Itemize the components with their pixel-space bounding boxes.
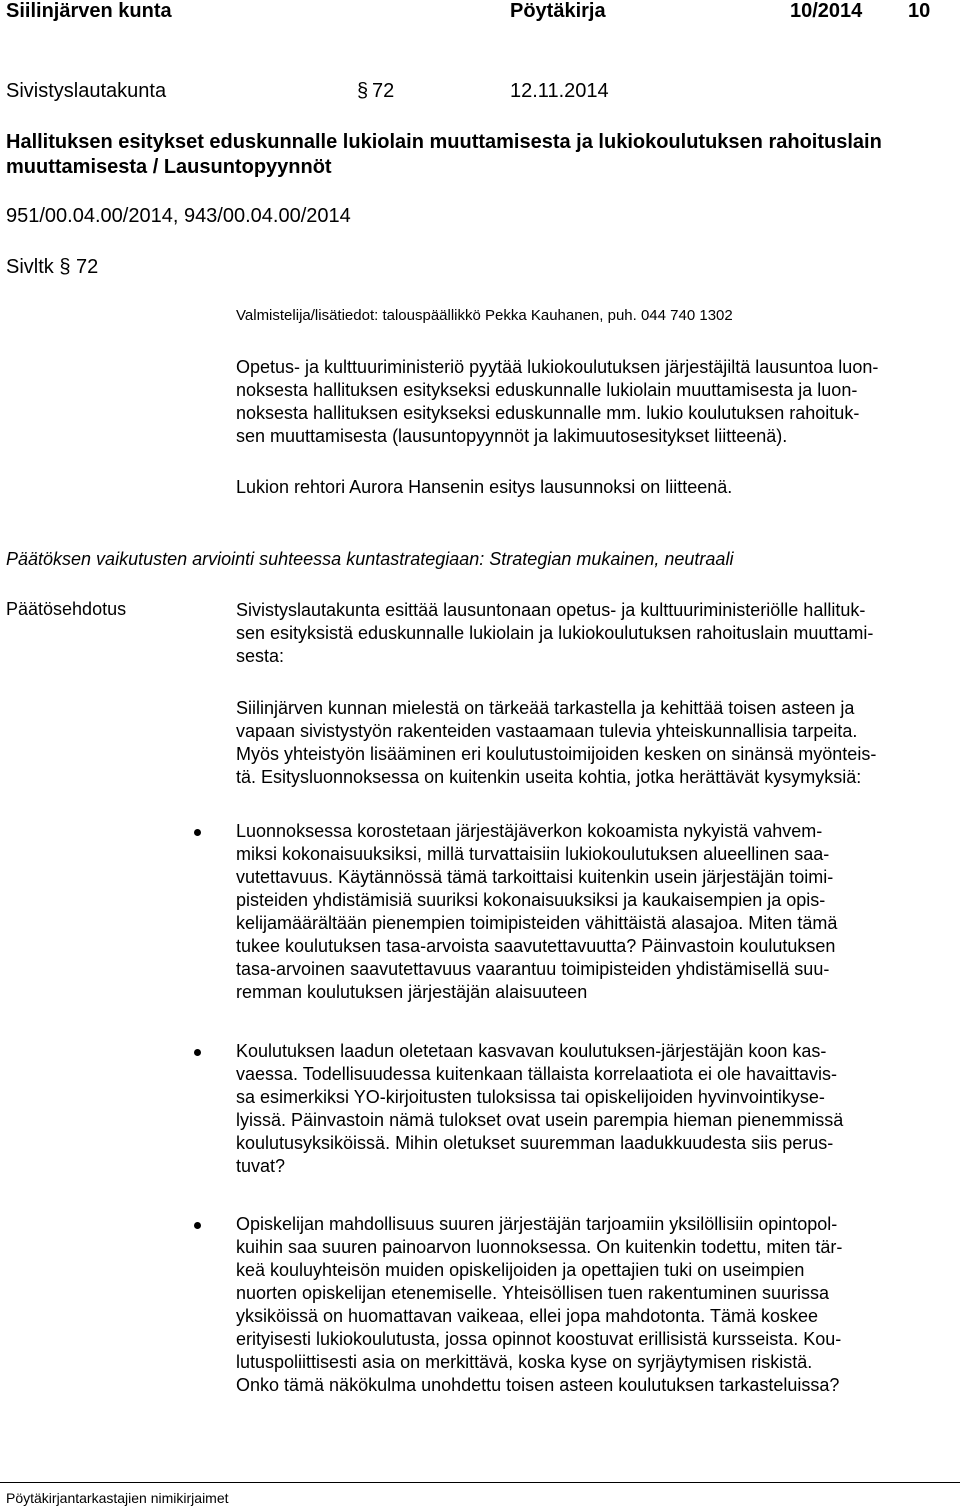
list-item-line: Opiskelijan mahdollisuus suuren järjestäjän tarjoamiin yksilöllisiin opintopol- [236, 1214, 838, 1234]
list-item-line: miksi kokonaisuuksiksi, millä turvattaisiin lukiokoulutuksen alueellinen saa- [236, 844, 830, 864]
document-type: Pöytäkirja [510, 0, 606, 22]
municipality-name: Siilinjärven kunta [6, 0, 172, 22]
list-item-line: pisteiden yhdistämisiä suuriksi kokonaisuuksiksi ja kaukaisempien ja opis- [236, 890, 826, 910]
opinion-line: tä. Esitysluonnoksessa on kuitenkin useita kohtia, jotka herättävät kysymyksiä: [236, 767, 862, 787]
proposal-label: Päätösehdotus [6, 599, 127, 619]
list-item-line: vaessa. Todellisuudessa kuitenkaan tällaista korrelaatiota ei ole havaittavis- [236, 1064, 838, 1084]
proposal-line: Sivistyslautakunta esittää lausuntonaan opetus- ja kulttuuriministeriölle hallituk- [236, 600, 866, 620]
board-name: Sivistyslautakunta [6, 80, 167, 102]
intro-line: Opetus- ja kulttuuriministeriö pyytää lukiokoulutuksen järjestäjiltä lausuntoa luon- [236, 357, 879, 377]
footer-divider [0, 1482, 960, 1483]
list-item-line: remman koulutuksen järjestäjän alaisuuteen [236, 982, 588, 1002]
list-item-line: tukee koulutuksen tasa-arvoista saavutettavuutta? Päinvastoin koulutuksen [236, 936, 836, 956]
sivltk-number: 72 [76, 256, 99, 278]
list-item-line: tuvat? [236, 1156, 286, 1176]
section-number: 72 [372, 80, 395, 102]
opinion-line: vapaan sivistystyön rakenteiden vastaamaan tulevia yhteiskunnallisia tarpeita. [236, 721, 858, 741]
list-item-line: Onko tämä näkökulma unohdettu toisen asteen koulutuksen tarkasteluissa? [236, 1375, 840, 1395]
opinion-line: Myös yhteistyön lisääminen eri koulutustoimijoiden kesken on sinänsä myönteis- [236, 744, 877, 764]
impact-evaluation: Päätöksen vaikutusten arviointi suhteessa kuntastrategiaan: Strategian mukainen, neutraali [6, 549, 734, 569]
list-item-line: kuihin saa suuren painoarvon luonnoksessa. On kuitenkin todettu, miten tär- [236, 1237, 843, 1257]
list-item-line: nuorten opiskelijan etenemiselle. Yhteisöllisen tuen rakentuminen suurissa [236, 1283, 830, 1303]
list-item-line: lutuspoliittisesti asia on merkittävä, koska kyse on syrjäytymisen riskistä. [236, 1352, 813, 1372]
list-item-line: sa esimerkiksi YO-kirjoitusten tuloksissa tai opiskelijoiden hyvinvointikyse- [236, 1087, 825, 1107]
intro-line: sen muuttamisesta (lausuntopyynnöt ja lakimuutosesitykset liitteenä). [236, 426, 788, 446]
list-item-line: koulutusyksiköissä. Mihin oletukset suuremman laadukkuudesta siis perus- [236, 1133, 834, 1153]
rector-statement: Lukion rehtori Aurora Hansenin esitys lausunnoksi on liitteenä. [236, 477, 733, 497]
list-item-line: lyissä. Päinvastoin nämä tulokset ovat usein parempia hieman pienemmissä [236, 1110, 844, 1130]
intro-line: noksesta hallituksen esitykseksi eduskunnalle lukiolain muuttamisesta ja luon- [236, 380, 858, 400]
bullet-icon [194, 1222, 201, 1229]
intro-line: noksesta hallituksen esitykseksi eduskunnalle mm. lukio koulutuksen rahoituk- [236, 403, 860, 423]
preparer-info: Valmistelija/lisätiedot: talouspäällikkö Pekka Kauhanen, puh. 044 740 1302 [236, 307, 733, 324]
list-item-line: yksiköissä on huomattavan vaikeaa, ellei jopa mahdotonta. Tämä koskee [236, 1306, 819, 1326]
list-item-line: keä kouluyhteisön muiden opiskelijoiden ja opettajien tuki on useimpien [236, 1260, 805, 1280]
list-item-line: vutettavuus. Käytännössä tämä tarkoittaisi kuitenkin usein järjestäjän toimi- [236, 867, 834, 887]
document-number: 10/2014 [790, 0, 863, 22]
meeting-date: 12.11.2014 [510, 80, 609, 102]
record-reference: 951/00.04.00/2014, 943/00.04.00/2014 [6, 205, 351, 227]
sivltk-section-sign: § [59, 256, 71, 278]
sivltk-section [6, 256, 98, 279]
list-item-line: Koulutuksen laadun oletetaan kasvavan koulutuksen-järjestäjän koon kas- [236, 1041, 827, 1061]
footer-initials-label: Pöytäkirjantarkastajien nimikirjaimet [6, 1490, 229, 1506]
sivltk-label: Sivltk [6, 256, 54, 278]
list-item-line: kelijamäärältään pienempien toimipisteiden vähittäistä alasajoa. Miten tämä [236, 913, 838, 933]
list-item-line: tasa-arvoinen saavutettavuus vaarantuu toimipisteiden yhdistämisellä suu- [236, 959, 830, 979]
opinion-line: Siilinjärven kunnan mielestä on tärkeää tarkastella ja kehittää toisen asteen ja [236, 698, 855, 718]
list-item-line: erityisesti lukiokoulutusta, jossa opinnot koostuvat erillisistä kursseista. Kou- [236, 1329, 842, 1349]
page-number: 10 [908, 0, 931, 22]
section-sign: § [357, 80, 369, 102]
proposal-line: sen esityksistä eduskunnalle lukiolain ja lukiokoulutuksen rahoituslain muuttami- [236, 623, 874, 643]
bullet-icon [194, 1049, 201, 1056]
proposal-paragraph [236, 599, 960, 668]
item-title-line-1: Hallituksen esitykset eduskunnalle lukiolain muuttamisesta ja lukiokoulutuksen rahoituslain [6, 131, 882, 153]
bullet-icon [194, 829, 201, 836]
item-title-line-2: muuttamisesta / Lausuntopyynnöt [6, 156, 332, 178]
intro-paragraph [236, 356, 960, 448]
opinion-paragraph [236, 697, 960, 789]
list-item-line: Luonnoksessa korostetaan järjestäjäverkon kokoamista nykyistä vahvem- [236, 821, 823, 841]
proposal-line: sesta: [236, 646, 285, 666]
